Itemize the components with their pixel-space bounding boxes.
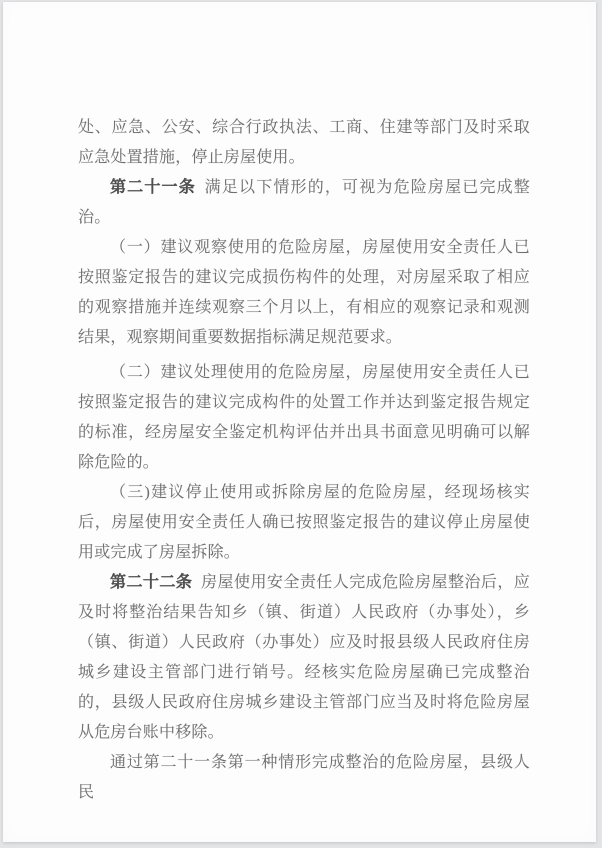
- paragraph-text: （二）建议处理使用的危险房屋，房屋使用安全责任人已按照鉴定报告的建议完成构件的处置工作并达到鉴定报告规定的标准，经房屋安全鉴定机构评估并出具书面意见明确可以解除危险的。: [78, 364, 530, 471]
- paragraph-text: 处、应急、公安、综合行政执法、工商、住建等部门及时采取应急处置措施，停止房屋使用。: [78, 119, 530, 166]
- article-label: 第二十一条: [110, 179, 196, 196]
- article-label: 第二十二条: [110, 574, 193, 591]
- document-body: [78, 113, 530, 808]
- paragraph-article-21: [78, 173, 530, 233]
- paragraph-item-3: [78, 478, 530, 568]
- paragraph-text: （一）建议观察使用的危险房屋，房屋使用安全责任人已按照鉴定报告的建议完成损伤构件的处理，对房屋采取了相应的观察措施并连续观察三个月以上，有相应的观察记录和观测结果，观察期间重要数据指标满足规范要求。: [78, 239, 530, 346]
- paragraph-article-22: [78, 568, 530, 748]
- paragraph-text: （三)建议停止使用或拆除房屋的危险房屋，经现场核实后，房屋使用安全责任人确已按照鉴定报告的建议停止房屋使用或完成了房屋拆除。: [78, 484, 530, 561]
- paragraph-continuation: [78, 113, 530, 173]
- document-page: [3, 2, 596, 842]
- paragraph-item-2: [78, 358, 530, 478]
- paragraph-text: 满足以下情形的，可视为危险房屋已完成整治。: [78, 179, 530, 226]
- paragraph-text: 房屋使用安全责任人完成危险房屋整治后，应及时将整治结果告知乡（镇、街道）人民政府（办事处），乡（镇、街道）人民政府（办事处）应及时报县级人民政府住房城乡建设主管部门进行销号。经核实危险房屋确已完成整治的，县级人民政府住房城乡建设主管部门应当及时将危险房屋从危房台账中移除。: [78, 574, 530, 741]
- paragraph-final: [78, 748, 530, 808]
- paragraph-text: 通过第二十一条第一种情形完成整治的危险房屋，县级人民: [78, 754, 530, 801]
- paragraph-item-1: [78, 233, 530, 353]
